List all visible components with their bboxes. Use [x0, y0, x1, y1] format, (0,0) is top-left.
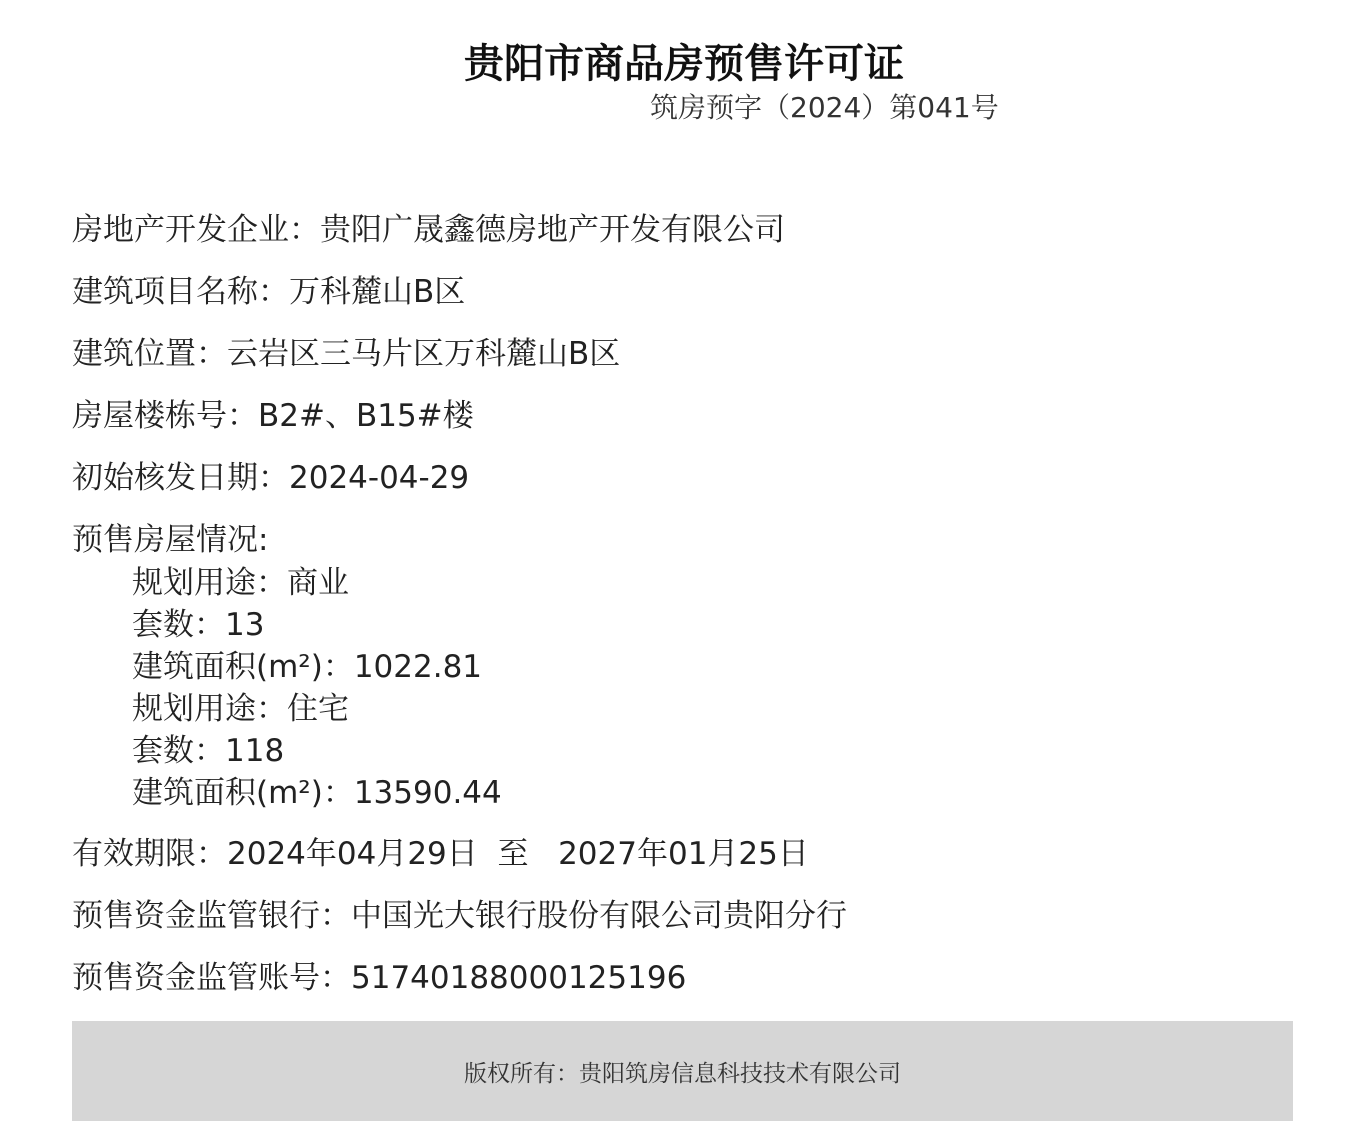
account-value: 51740188000125196	[351, 960, 687, 996]
page-title: 贵阳市商品房预售许可证	[464, 41, 904, 87]
validity-to: 2027年01月25日	[558, 836, 809, 872]
presale-item	[132, 772, 1292, 814]
project-name-value: 万科麓山B区	[289, 274, 466, 310]
presale-item-label: 规划用途：	[132, 691, 287, 727]
developer-value: 贵阳广晟鑫德房地产开发有限公司	[320, 212, 785, 248]
presale-item-label: 建筑面积(m²)：	[132, 775, 354, 811]
copyright-text: 版权所有：贵阳筑房信息科技技术有限公司	[464, 1060, 901, 1087]
location-label: 建筑位置：	[72, 336, 227, 372]
presale-item-label: 套数：	[132, 607, 225, 643]
bank-row	[72, 894, 1292, 938]
project-name-row	[72, 270, 1292, 314]
buildings-row	[72, 394, 1292, 438]
project-name-label: 建筑项目名称：	[72, 274, 289, 310]
developer-label: 房地产开发企业：	[72, 212, 320, 248]
presale-item-value: 13590.44	[353, 775, 502, 811]
presale-item-label: 规划用途：	[132, 565, 287, 601]
location-value: 云岩区三马片区万科麓山B区	[227, 336, 621, 372]
bank-value: 中国光大银行股份有限公司贵阳分行	[351, 898, 847, 934]
bank-label: 预售资金监管银行：	[72, 898, 351, 934]
presale-item-value: 住宅	[287, 691, 349, 727]
developer-row	[72, 208, 1292, 252]
presale-item	[132, 730, 1292, 772]
presale-item	[132, 646, 1292, 688]
presale-item-value: 商业	[287, 565, 349, 601]
presale-item-label: 建筑面积(m²)：	[132, 649, 354, 685]
validity-row	[72, 832, 1292, 876]
account-row	[72, 956, 1292, 1000]
presale-heading: 预售房屋情况:	[72, 522, 269, 558]
presale-item	[132, 562, 1292, 604]
permit-details	[72, 208, 1292, 1018]
validity-label: 有效期限：	[72, 836, 227, 872]
buildings-value: B2#、B15#楼	[258, 398, 474, 434]
buildings-label: 房屋楼栋号：	[72, 398, 258, 434]
issue-date-row	[72, 456, 1292, 500]
presale-item-value: 13	[225, 607, 265, 643]
validity-from: 2024年04月29日	[227, 836, 478, 872]
permit-number: 筑房预字（2024）第041号	[650, 91, 999, 124]
presale-item-label: 套数：	[132, 733, 225, 769]
footer	[72, 1021, 1293, 1121]
issue-date-value: 2024-04-29	[289, 460, 470, 496]
presale-item	[132, 604, 1292, 646]
validity-to-word: 至	[497, 836, 529, 872]
presale-item-value: 1022.81	[353, 649, 483, 685]
presale-item	[132, 688, 1292, 730]
account-label: 预售资金监管账号：	[72, 960, 351, 996]
presale-list	[72, 562, 1292, 814]
issue-date-label: 初始核发日期：	[72, 460, 289, 496]
location-row	[72, 332, 1292, 376]
presale-item-value: 118	[225, 733, 285, 769]
